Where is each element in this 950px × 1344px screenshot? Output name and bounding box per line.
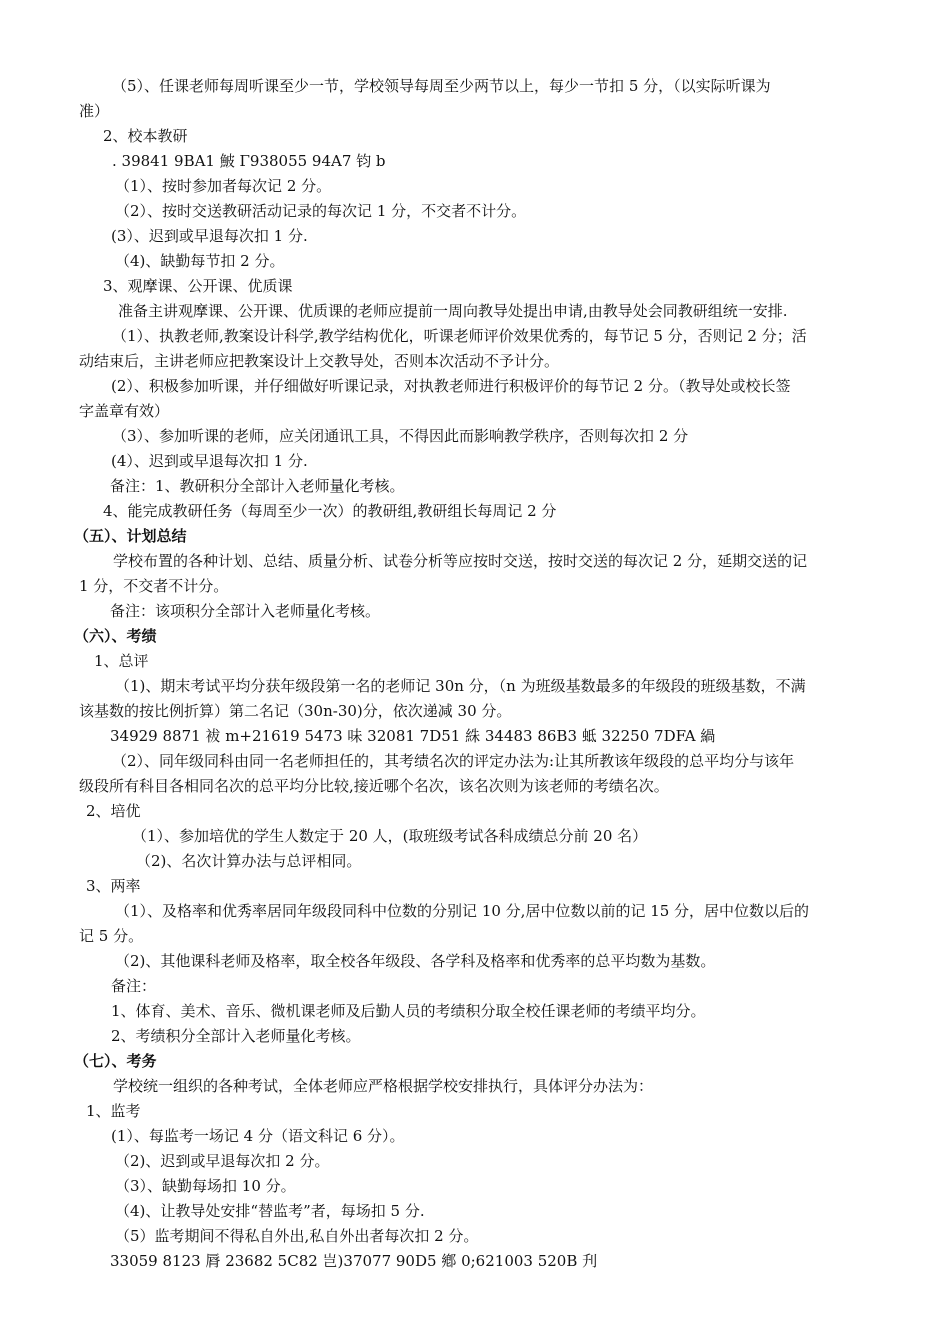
subsection-heading: 2、培优	[86, 802, 141, 820]
paragraph-line: (1）、每监考一场记 4 分（语文科记 6 分）。	[111, 1127, 405, 1145]
paragraph-line: （4)、让教导处安排“替监考”者，每场扣 5 分.	[115, 1202, 425, 1220]
note-line: 备注：	[111, 977, 157, 995]
paragraph-line: 准）	[79, 102, 110, 120]
subsection-heading: 1、监考	[86, 1102, 141, 1120]
note-line: 备注：该项积分全部计入老师量化考核。	[110, 602, 381, 620]
note-line: 2、考绩积分全部计入老师量化考核。	[111, 1027, 361, 1045]
paragraph-line: (2）、积极参加听课，并仔细做好听课记录，对执教老师进行积极评价的每节记 2 分。（教导处或校长签	[111, 377, 791, 395]
paragraph-line: 动结束后，主讲老师应把教案设计上交教导处，否则本次活动不予计分。	[79, 352, 560, 370]
section-heading: （六）、考绩	[74, 627, 157, 645]
paragraph-line: 准备主讲观摩课、公开课、优质课的老师应提前一周向教导处提出申请,由教导处会同教研组统一安排.	[118, 302, 788, 320]
paragraph-line: （2)、名次计算办法与总评相同。	[136, 852, 362, 870]
paragraph-line: 学校统一组织的各种考试，全体老师应严格根据学校安排执行，具体评分办法为：	[113, 1077, 654, 1095]
note-line: 1、体育、美术、音乐、微机课老师及后勤人员的考绩积分取全校任课老师的考绩平均分。	[111, 1002, 706, 1020]
paragraph-line: （1）、及格率和优秀率居同年级段同科中位数的分别记 10 分,居中位数以前的记 15 分，居中位数以后的	[115, 902, 810, 920]
paragraph-line: （3）、缺勤每场扣 10 分。	[115, 1177, 296, 1195]
paragraph-line: （2)、其他课科老师及格率，取全校各年级段、各学科及格率和优秀率的总平均数为基数。	[115, 952, 716, 970]
paragraph-line: 字盖章有效）	[79, 402, 170, 420]
paragraph-line: （2)、迟到或早退每次扣 2 分。	[115, 1152, 330, 1170]
note-line: 备注：1、教研积分全部计入老师量化考核。	[110, 477, 405, 495]
paragraph-line: （3）、参加听课的老师，应关闭通讯工具，不得因此而影响教学秩序，否则每次扣 2 分	[112, 427, 689, 445]
subsection-heading: 3、两率	[86, 877, 141, 895]
paragraph-line: 33059 8123 脣 23682 5C82 岂)37077 90D5 鄕 0;621003 520B 刋	[110, 1252, 598, 1270]
subsection-heading: 1、总评	[94, 652, 149, 670]
paragraph-line: 级段所有科目各相同名次的总平均分比较,接近哪个名次，该名次则为该老师的考绩名次。	[79, 777, 669, 795]
paragraph-line: （5）、任课老师每周听课至少一节，学校领导每周至少两节以上，每少一节扣 5 分，（以实际听课为	[112, 77, 771, 95]
subsection-heading: 3、观摩课、公开课、优质课	[103, 277, 293, 295]
paragraph-line: （4)、缺勤每节扣 2 分。	[115, 252, 285, 270]
paragraph-line: （1）、执教老师,教案设计科学,教学结构优化，听课老师评价效果优秀的，每节记 5 分，否则记 2 分；活	[112, 327, 807, 345]
section-heading: （七）、考务	[74, 1052, 157, 1070]
paragraph-line: 该基数的按比例折算）第二名记（30n-30)分，依次递减 30 分。	[79, 702, 512, 720]
subsection-heading: 2、校本教研	[103, 127, 188, 145]
section-heading: （五）、计划总结	[74, 527, 187, 545]
paragraph-line: （1)、期末考试平均分获年级段第一名的老师记 30n 分，（n 为班级基数最多的年级段的班级基数，不满	[115, 677, 806, 695]
paragraph-line: (4）、迟到或早退每次扣 1 分.	[111, 452, 308, 470]
paragraph-line: 1 分，不交者不计分。	[79, 577, 229, 595]
paragraph-line: （1）、参加培优的学生人数定于 20 人，(取班级考试各科成绩总分前 20 名）	[132, 827, 648, 845]
paragraph-line: 34929 8871 袚 m+21619 5473 味 32081 7D51 絑 34483 86B3 蚳 32250 7DFA 緺	[110, 727, 716, 745]
paragraph-line: （5）监考期间不得私自外出,私自外出者每次扣 2 分。	[115, 1227, 479, 1245]
paragraph-line: 4、能完成教研任务（每周至少一次）的教研组,教研组长每周记 2 分	[103, 502, 557, 520]
paragraph-line: . 39841 9BA1 鮍 Γ938055 94A7 钧 b	[112, 152, 386, 170]
paragraph-line: 学校布置的各种计划、总结、质量分析、试卷分析等应按时交送，按时交送的每次记 2 分，延期交送的记	[113, 552, 808, 570]
paragraph-line: (3）、迟到或早退每次扣 1 分.	[111, 227, 308, 245]
paragraph-line: （2）、按时交送教研活动记录的每次记 1 分，不交者不计分。	[115, 202, 527, 220]
paragraph-line: （2）、同年级同科由同一名老师担任的，其考绩名次的评定办法为:让其所教该年级段的总平均分与该年	[112, 752, 795, 770]
paragraph-line: （1）、按时参加者每次记 2 分。	[115, 177, 332, 195]
paragraph-line: 记 5 分。	[79, 927, 144, 945]
